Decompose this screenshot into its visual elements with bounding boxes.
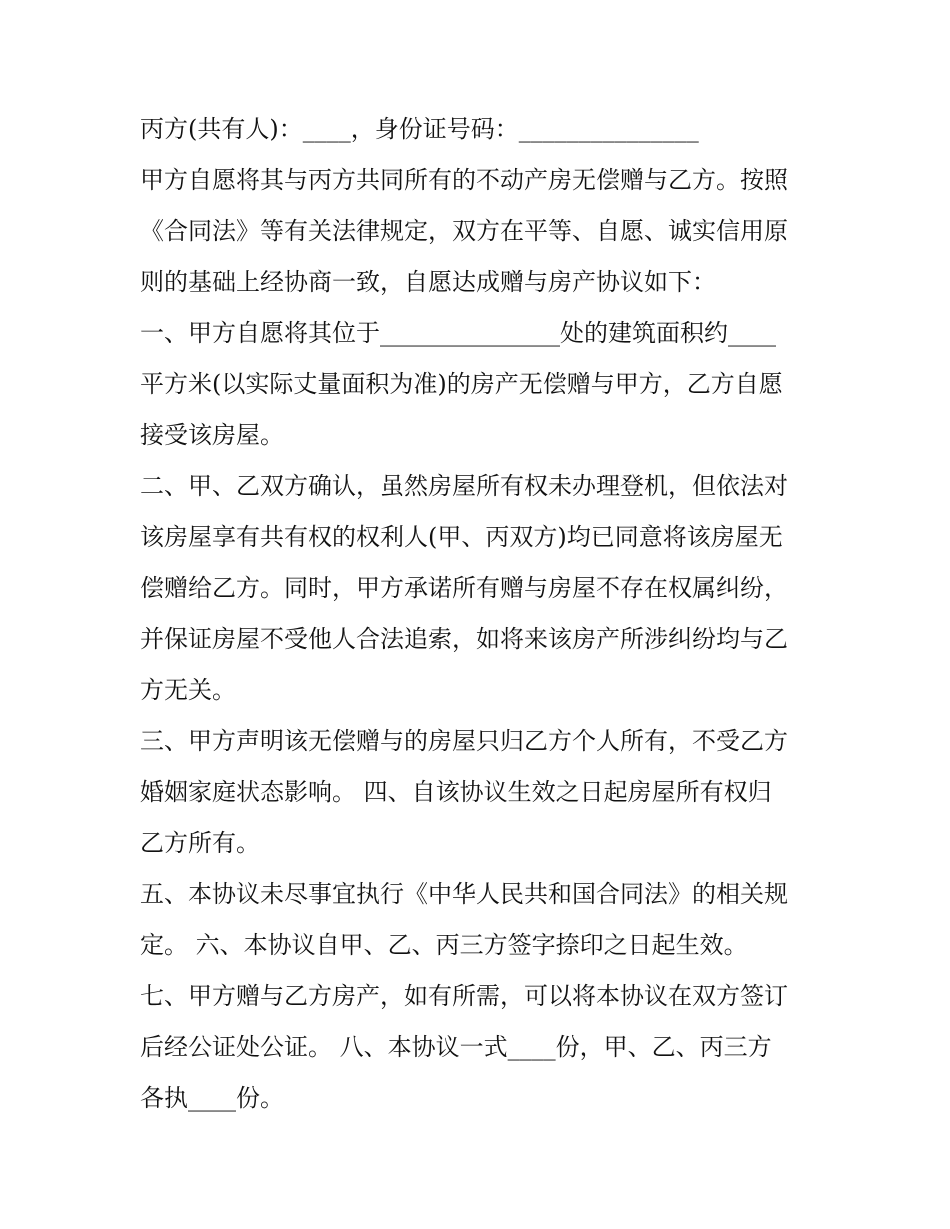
text-line: 三、甲方声明该无偿赠与的房屋只归乙方个人所有，不受乙方 [140, 727, 788, 755]
text-line: 平方米(以实际丈量面积为准)的房产无偿赠与甲方，乙方自愿 [140, 370, 783, 398]
text-line: 并保证房屋不受他人合法追索，如将来该房产所涉纠纷均与乙 [140, 625, 788, 653]
text-line: 偿赠给乙方。同时，甲方承诺所有赠与房屋不存在权属纠纷， [140, 574, 788, 602]
text-line: 各执____份。 [140, 1084, 284, 1112]
text-line: 婚姻家庭状态影响。 四、自该协议生效之日起房屋所有权归 [140, 778, 772, 806]
text-line: 乙方所有。 [140, 829, 260, 857]
text-line: 定。 六、本协议自甲、乙、丙三方签字捺印之日起生效。 [140, 931, 748, 959]
text-line: 甲方自愿将其与丙方共同所有的不动产房无偿赠与乙方。按照 [140, 166, 788, 194]
text-line: 二、甲、乙双方确认，虽然房屋所有权未办理登机，但依法对 [140, 472, 788, 500]
text-line: 《合同法》等有关法律规定，双方在平等、自愿、诚实信用原 [140, 217, 788, 245]
text-line: 则的基础上经协商一致，自愿达成赠与房产协议如下： [140, 268, 716, 296]
text-line: 五、本协议未尽事宜执行《中华人民共和国合同法》的相关规 [140, 880, 788, 908]
text-line: 该房屋享有共有权的权利人(甲、丙双方)均已同意将该房屋无 [140, 523, 783, 551]
text-line: 七、甲方赠与乙方房产，如有所需，可以将本协议在双方签订 [140, 982, 788, 1010]
text-line: 一、甲方自愿将其位于_______________处的建筑面积约____ [140, 319, 776, 347]
text-line: 后经公证处公证。 八、本协议一式____份，甲、乙、丙三方 [140, 1033, 772, 1061]
text-line: 丙方(共有人)：____，身份证号码：_______________ [140, 115, 699, 143]
text-line: 方无关。 [140, 676, 236, 704]
agreement-text [140, 104, 820, 1124]
text-line: 接受该房屋。 [140, 421, 284, 449]
